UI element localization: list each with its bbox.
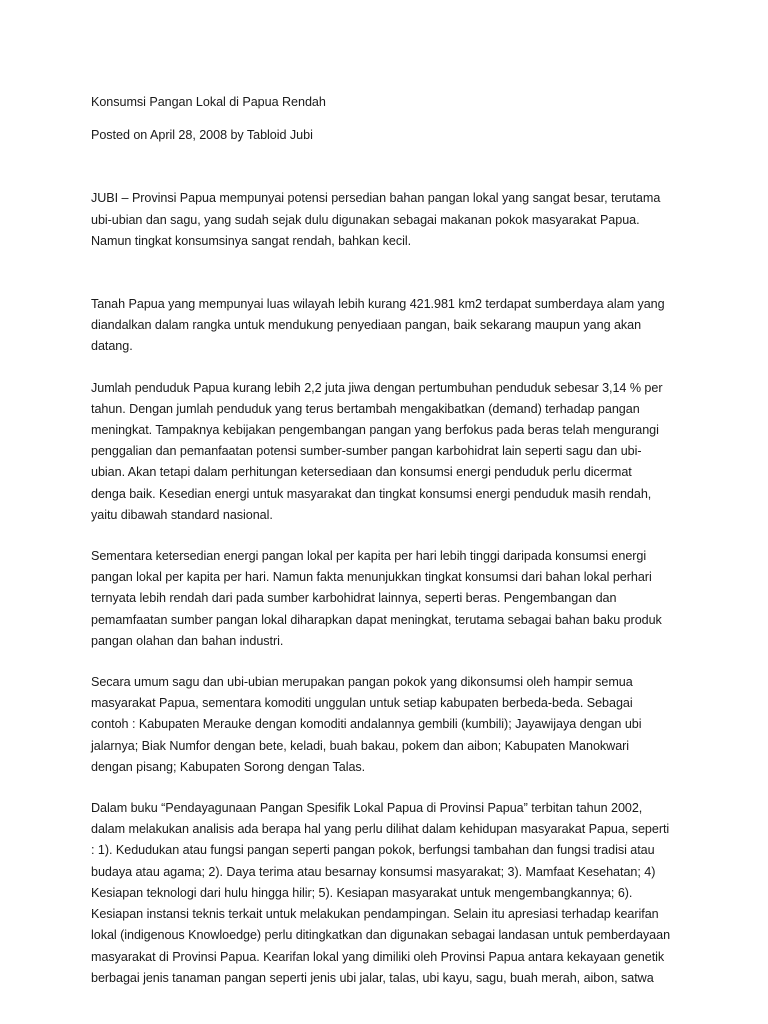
paragraph-line: Secara umum sagu dan ubi-ubian merupakan pangan pokok yang dikonsumsi oleh hampir semua [91, 675, 633, 690]
paragraph-line: berbagai jenis tanaman pangan seperti jenis ubi jalar, talas, ubi kayu, sagu, buah merah, aibon, satwa [91, 970, 654, 985]
paragraph-line: contoh : Kabupaten Merauke dengan komoditi andalannya gembili (kumbili); Jayawijaya dengan ubi [91, 717, 642, 732]
paragraph-line: Namun tingkat konsumsinya sangat rendah, bahkan kecil. [91, 233, 412, 248]
paragraph-line: Sementara ketersedian energi pangan lokal per kapita per hari lebih tinggi daripada konsumsi energi [91, 549, 647, 564]
paragraph-line: meningkat. Tampaknya kebijakan pengembangan pangan yang berfokus pada beras telah mengurangi [91, 423, 659, 438]
paragraph-line: Dalam buku “Pendayagunaan Pangan Spesifik Lokal Papua di Provinsi Papua” terbitan tahun 2002, [91, 801, 643, 816]
paragraph-line: masyarakat Papua, sementara komoditi unggulan untuk setiap kabupaten berbeda-beda. Sebagai [91, 696, 633, 711]
paragraph-line: budaya atau agama; 2). Daya terima atau besarnay konsumsi masyarakat; 3). Mamfaat Kesehatan; 4) [91, 864, 656, 879]
paragraph-line: ubi-ubian dan sagu, yang sudah sejak dulu digunakan sebagai makanan pokok masyarakat Papua. [91, 212, 640, 227]
paragraph-line: penggalian dan pemanfaatan potensi sumber-sumber pangan karbohidrat lain seperti sagu dan ubi- [91, 444, 642, 459]
paragraph-population [91, 378, 681, 526]
paragraph-land-area [91, 294, 681, 358]
paragraph-line: pemamfaatan sumber pangan lokal diharapkan dapat meningkat, terutama sebagai bahan baku produk [91, 612, 662, 627]
paragraph-line: lokal (indigenous Knowloedge) perlu ditingkatkan dan digunakan sebagai landasan untuk pemberdayaan [91, 928, 671, 943]
paragraph-line: dalam melakukan analisis ada berapa hal yang perlu dilihat dalam kehidupan masyarakat Papua, seperti [91, 822, 670, 837]
paragraph-line: pangan olahan dan bahan industri. [91, 633, 284, 648]
paragraph-line: jalarnya; Biak Numfor dengan bete, keladi, buah bakau, pokem dan aibon; Kabupaten Manokwari [91, 738, 630, 753]
paragraph-line: tahun. Dengan jumlah penduduk yang terus bertambah mengakibatkan (demand) terhadap pangan [91, 401, 640, 416]
paragraph-line: denga baik. Kesedian energi untuk masyarakat dan tingkat konsumsi energi penduduk masih rendah, [91, 486, 652, 501]
document-title: Konsumsi Pangan Lokal di Papua Rendah [91, 95, 326, 109]
paragraph-line: Jumlah penduduk Papua kurang lebih 2,2 juta jiwa dengan pertumbuhan penduduk sebesar 3,14 % per [91, 380, 663, 395]
paragraph-line: Kesiapan instansi teknis terkait untuk melakukan pendampingan. Selain itu apresiasi terhadap kearifan [91, 907, 659, 922]
paragraph-line: ubian. Akan tetapi dalam perhitungan ketersediaan dan konsumsi energi penduduk perlu dicermat [91, 465, 632, 480]
paragraph-energy [91, 546, 681, 652]
paragraph-book-analysis [91, 798, 681, 989]
paragraph-line: diandalkan dalam rangka untuk mendukung penyediaan pangan, baik sekarang maupun yang akan [91, 318, 642, 333]
paragraph-line: masyarakat di Provinsi Papua. Kearifan lokal yang dimiliki oleh Provinsi Papua antara kekayaan genetik [91, 949, 665, 964]
paragraph-line: ternyata lebih rendah dari pada sumber karbohidrat lainnya, seperti beras. Pengembangan dan [91, 591, 617, 606]
paragraph-line: datang. [91, 339, 133, 354]
paragraph-line: dengan pisang; Kabupaten Sorong dengan Talas. [91, 759, 366, 774]
document-page [91, 92, 681, 1009]
paragraph-commodities [91, 672, 681, 778]
paragraph-line: Tanah Papua yang mempunyai luas wilayah lebih kurang 421.981 km2 terdapat sumberdaya alam yang [91, 297, 665, 312]
paragraph-line: JUBI – Provinsi Papua mempunyai potensi persedian bahan pangan lokal yang sangat besar, terutama [91, 191, 661, 206]
document-byline: Posted on April 28, 2008 by Tabloid Jubi [91, 128, 313, 143]
paragraph-line: pangan lokal per kapita per hari. Namun fakta menunjukkan tingkat konsumsi dari bahan lokal perhari [91, 570, 652, 585]
paragraph-line: : 1). Kedudukan atau fungsi pangan seperti pangan pokok, berfungsi tambahan dan fungsi tradisi atau [91, 843, 655, 858]
paragraph-lead [91, 188, 681, 252]
paragraph-line: yaitu dibawah standard nasional. [91, 507, 273, 522]
paragraph-line: Kesiapan teknologi dari hulu hingga hilir; 5). Kesiapan masyarakat untuk mengembangkannya; 6). [91, 885, 633, 900]
